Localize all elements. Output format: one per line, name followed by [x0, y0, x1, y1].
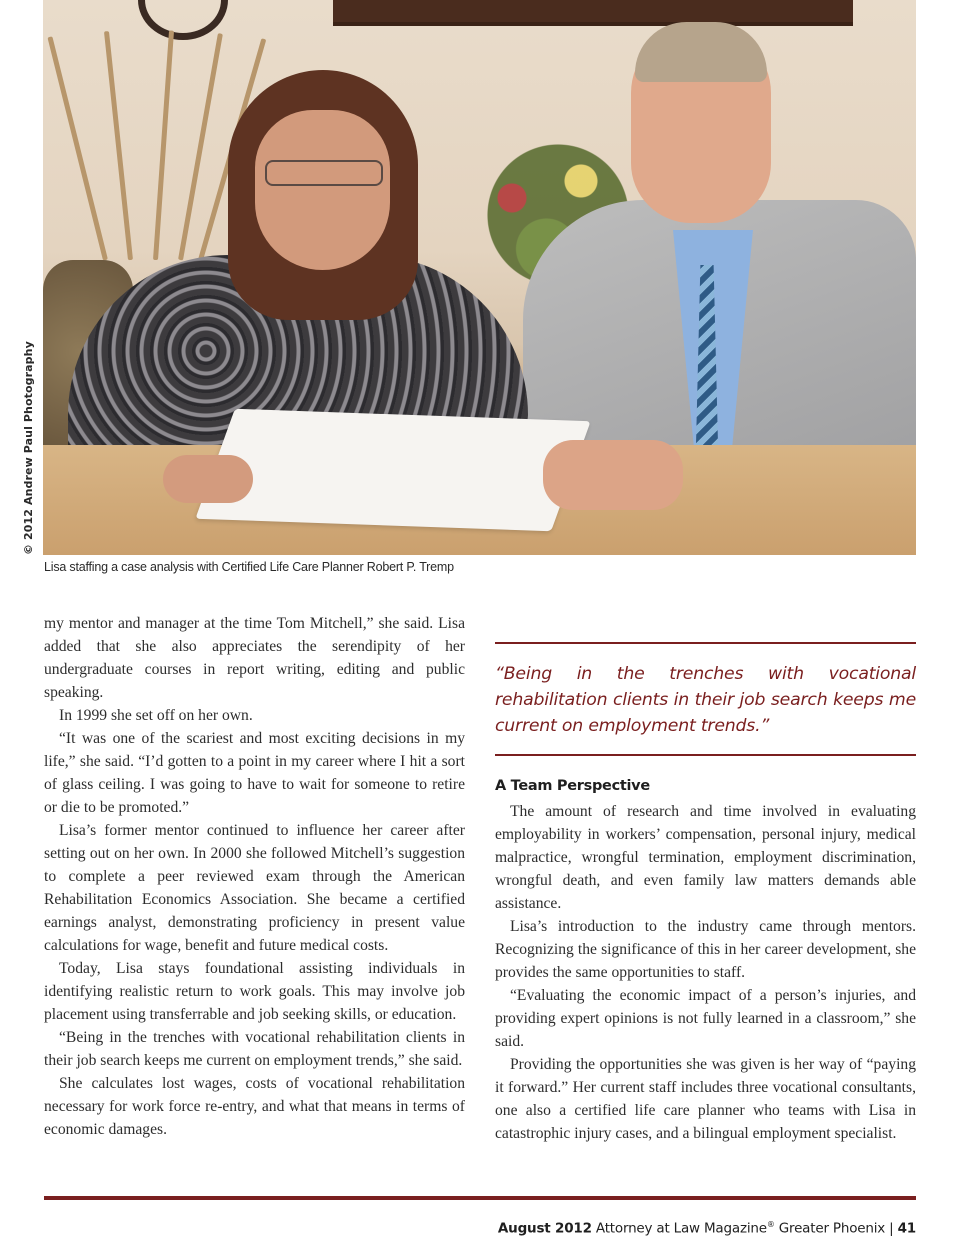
paragraph: “It was one of the scariest and most exciting decisions in my life,” she said. “I’d gotten to a point in my career where I hit a sort of glass ceiling. I was going to have to wait for someone to retire or die to be promoted.”	[44, 730, 465, 816]
paragraph: The amount of research and time involved in evaluating employability in workers’ compensation, personal injury, medical malpractice, wrongful termination, employment discrimination, wrongful death, and even family law matters demands able assistance.	[495, 803, 916, 912]
paragraph: Today, Lisa stays foundational assisting individuals in identifying realistic return to work goals. This may involve job placement using transferrable and job seeking skills, or education.	[44, 960, 465, 1023]
right-column	[495, 800, 916, 1145]
footer-edition: Greater Phoenix	[778, 1220, 886, 1237]
footer-magazine-name: Attorney at Law Magazine	[595, 1220, 767, 1237]
wall-painting-frame	[333, 0, 853, 26]
paragraph: my mentor and manager at the time Tom Mitchell,” she said. Lisa added that she also appreciates the serendipity of her undergraduate courses in report writing, editing and public speaking.	[44, 615, 465, 701]
paragraph: “Evaluating the economic impact of a person’s injuries, and providing expert opinions is not fully learned in a classroom,” she said.	[495, 987, 916, 1050]
footer-issue-date: August 2012	[497, 1220, 592, 1237]
page-number: 41	[897, 1220, 916, 1237]
man-hair	[635, 22, 767, 82]
pull-quote-top-rule	[495, 642, 916, 644]
photo-caption: Lisa staffing a case analysis with Certified Life Care Planner Robert P. Tremp	[44, 560, 454, 574]
paragraph: Lisa’s former mentor continued to influence her career after setting out on her own. In 2000 she followed Mitchell’s suggestion to complete a peer reviewed exam through the American Rehabilitation Economics Association. She became a certified earnings analyst, demonstrating proficiency in present value calculations for wage, benefit and future medical costs.	[44, 822, 465, 954]
photo-credit: © 2012 Andrew Paul Photography	[22, 341, 35, 555]
woman-face	[255, 110, 390, 270]
footer-separator: |	[889, 1220, 894, 1237]
footer-rule	[44, 1196, 916, 1200]
glasses	[265, 160, 383, 186]
paragraph: Providing the opportunities she was given is her way of “paying it forward.” Her current staff includes three vocational consultants, one also a certified life care planner who teams with Lisa in catastrophic injury cases, and a bilingual employment specialist.	[495, 1056, 916, 1142]
man-hand	[543, 440, 683, 510]
decorative-sticks	[83, 20, 223, 260]
page-footer	[498, 1220, 916, 1237]
paragraph: “Being in the trenches with vocational rehabilitation clients in their job search keeps me current on employment trends,” she said.	[44, 1029, 465, 1069]
paragraph: Lisa’s introduction to the industry came through mentors. Recognizing the significance of this in her career development, she provides the same opportunities to staff.	[495, 918, 916, 981]
pull-quote: “Being in the trenches with vocational rehabilitation clients in their job search keeps me current on employment trends.”	[495, 664, 916, 736]
paragraph: In 1999 she set off on her own.	[59, 707, 253, 724]
registered-mark: ®	[766, 1220, 775, 1229]
pull-quote-bottom-rule	[495, 754, 916, 756]
left-column	[44, 612, 465, 1141]
woman-hand	[163, 455, 253, 503]
documents-on-table	[195, 409, 590, 531]
paragraph: She calculates lost wages, costs of vocational rehabilitation necessary for work force re-entry, and what that means in terms of economic damages.	[44, 1075, 465, 1138]
section-heading: A Team Perspective	[495, 778, 650, 794]
article-photo	[43, 0, 916, 555]
